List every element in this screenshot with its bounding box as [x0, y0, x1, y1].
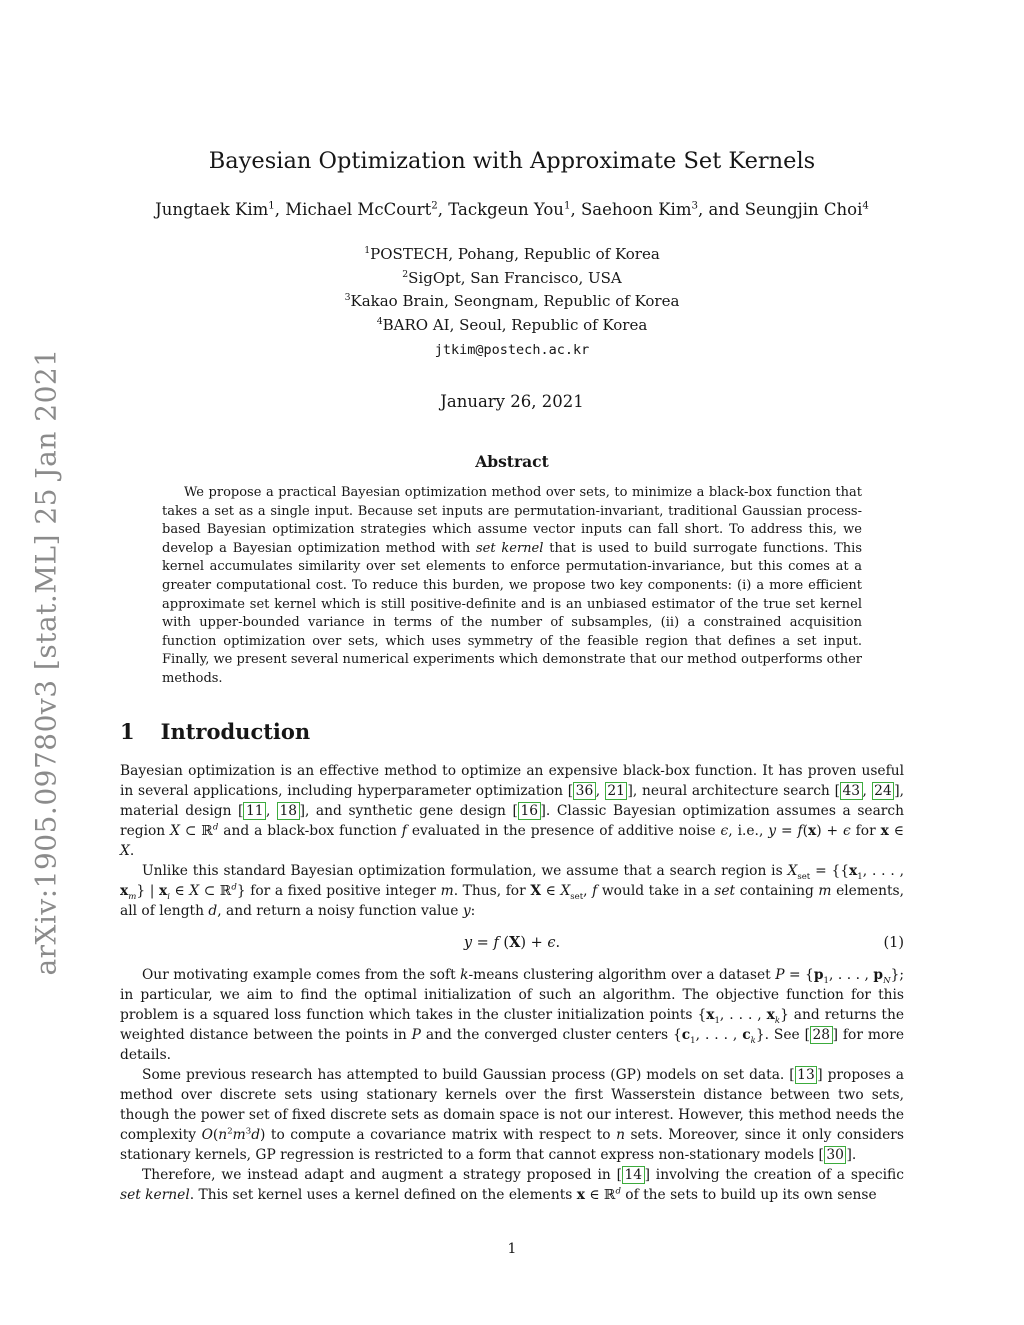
affiliation: $^4$BARO AI, Seoul, Republic of Korea	[376, 315, 648, 334]
page-number: 1	[507, 1241, 517, 1257]
section-number: 1	[120, 718, 135, 744]
equation-body: y = f (X) + ϵ.	[463, 933, 561, 951]
arxiv-watermark: arXiv:1905.09780v3 [stat.ML] 25 Jan 2021	[29, 348, 63, 976]
section-heading-introduction	[120, 719, 904, 745]
equation-1	[120, 933, 904, 953]
paragraph: Our motivating example comes from the soft k-means clustering algorithm over a dataset $P = \{p_1$, . . . , $p_N$}; in particular, we aim to find the optimal initialization of such an algorithm. The objective function for this problem is a squared loss function which takes in the cluster initialization points {$x_1$, . . . , $x_k$} and returns the weighted distance between the points in P and the converged cluster centers {$c_1$, . . . , $c_k$}. See [ 28 ] for more details.	[120, 966, 905, 1063]
paragraph: Bayesian optimization is an effective method to optimize an expensive black-box function. It has proven useful in several applications, including hyperparameter optimization [ 36 , 21 ], neural architecture search [ 43 , 24 ], material design [ 11 , 18 ], and synthetic gene design [ 16 ]. Classic Bayesian optimization assumes a search region X ⊂ ℝ$^d$ and a black-box function f evaluated in the presence of additive noise ϵ, i.e., y = f(x) + ϵ for x ∈ X.	[120, 762, 905, 859]
citation-link[interactable]: 28	[810, 1026, 833, 1044]
paragraph: Unlike this standard Bayesian optimization formulation, we assume that a search region is $X_{set} = \{\{x_1$, . . . , $x_m$} | $x_i$ ∈ X ⊂ ℝ$^d$} for a fixed positive integer m. Thus, for X ∈ $X_{set}$, f would take in a set containing m elements, all of length d, and return a noisy function value y:	[120, 862, 904, 919]
citation-link[interactable]: 43	[840, 782, 863, 800]
citation-link[interactable]: 13	[795, 1066, 818, 1084]
abstract-body: We propose a practical Bayesian optimization method over sets, to minimize a black-box function that takes a set as a single input. Because set inputs are permutation-invariant, traditional Gaussian process-based Bayesian optimization strategies which assume vector inputs can fall short. To address this, we develop a Bayesian optimization method with set kernel that is used to build surrogate functions. This kernel accumulates similarity over set elements to enforce permutation-invariance, but this comes at a greater computational cost. To reduce this burden, we propose two key components: (i) a more efficient approximate set kernel which is still positive-definite and is an unbiased estimator of the true set kernel with upper-bounded variance in terms of the number of subsamples, (ii) a constrained acquisition function optimization over sets, which uses symmetry of the feasible region that defines a set input. Finally, we present several numerical experiments which demonstrate that our method outperforms other methods.	[162, 485, 862, 686]
affiliation: $^1$POSTECH, Pohang, Republic of Korea	[364, 245, 660, 263]
citation-link[interactable]: 11	[243, 802, 266, 820]
affiliation: $^2$SigOpt, San Francisco, USA	[402, 268, 622, 287]
abstract-heading: Abstract	[475, 452, 549, 471]
paper-date: January 26, 2021	[440, 392, 584, 411]
citation-link[interactable]: 21	[605, 782, 628, 800]
affiliation: $^3$Kakao Brain, Seongnam, Republic of Korea	[344, 292, 680, 310]
equation-number: (1)	[883, 934, 904, 951]
paragraph: Some previous research has attempted to build Gaussian process (GP) models on set data. [ 13 ] proposes a method over discrete sets using stationary kernels over the first Wasserstein distance between two sets, though the power set of fixed discrete sets as domain space is not our interest. However, this method needs the complexity $O(n^2m^3d)$ to compute a covariance matrix with respect to n sets. Moreover, since it only considers stationary kernels, GP regression is restricted to a form that cannot express non-stationary models [ 30 ].	[120, 1066, 904, 1163]
paper-content	[120, 0, 904, 1205]
citation-link[interactable]: 14	[622, 1166, 645, 1184]
paragraph: Therefore, we instead adapt and augment a strategy proposed in [ 14 ] involving the creation of a specific set kernel. This set kernel uses a kernel defined on the elements x ∈ ℝ$^d$ of the sets to build up its own sense	[120, 1166, 904, 1203]
affiliations-block	[120, 243, 904, 337]
citation-link[interactable]: 36	[573, 782, 596, 800]
paper-title: Bayesian Optimization with Approximate Set Kernels	[208, 148, 816, 174]
citation-link[interactable]: 16	[518, 802, 541, 820]
citation-link[interactable]: 30	[824, 1146, 847, 1164]
section-title: Introduction	[160, 718, 311, 744]
authors-line: Jungtaek Kim$^1$, Michael McCourt$^2$, Tackgeun You$^1$, Saehoon Kim$^3$, and Seungjin Choi$^4$	[155, 200, 869, 219]
citation-link[interactable]: 18	[277, 802, 300, 820]
citation-link[interactable]: 24	[872, 782, 895, 800]
contact-email: jtkim@postech.ac.kr	[434, 342, 590, 358]
